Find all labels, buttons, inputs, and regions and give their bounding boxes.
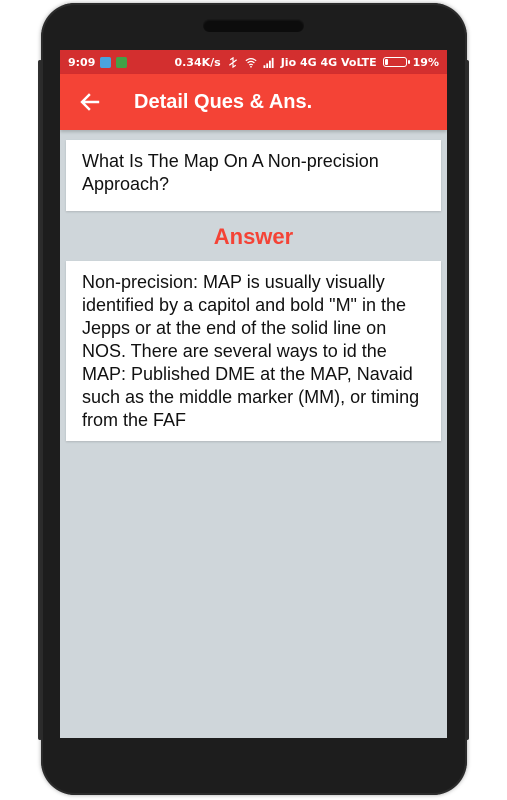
question-text: What Is The Map On A Non-precision Approach? [82,151,379,194]
page-title: Detail Ques & Ans. [134,90,313,113]
answer-heading: Answer [213,224,294,249]
status-time: 9:09 [68,55,96,69]
back-arrow-icon [80,93,100,111]
wifi-icon [245,57,257,68]
status-left [68,56,127,69]
back-button[interactable] [76,88,104,116]
battery-fill [385,59,389,65]
question-card [66,140,441,211]
status-right [174,56,439,69]
notification-app-icon [116,57,127,68]
answer-card [66,261,441,441]
answer-text: Non-precision: MAP is usually visually identified by a capitol and bold "M" in the Jepps or at the end of the solid line on NOS. There are several ways to id the MAP: Published DME at the MAP, Navaid such as the middle marker (MM), or timing from the FAF [82,272,420,430]
notification-badge-icon [100,57,111,68]
app-bar [60,74,447,130]
status-bar [60,50,447,74]
phone-screen [60,50,447,738]
carrier-label: Jio 4G 4G VoLTE [280,55,377,69]
battery-percent: 19% [412,55,439,69]
battery-icon [383,57,407,67]
phone-speaker [203,19,304,32]
data-sync-icon [227,57,239,68]
network-speed: 0.34K/s [174,55,221,69]
signal-icon [263,57,275,68]
